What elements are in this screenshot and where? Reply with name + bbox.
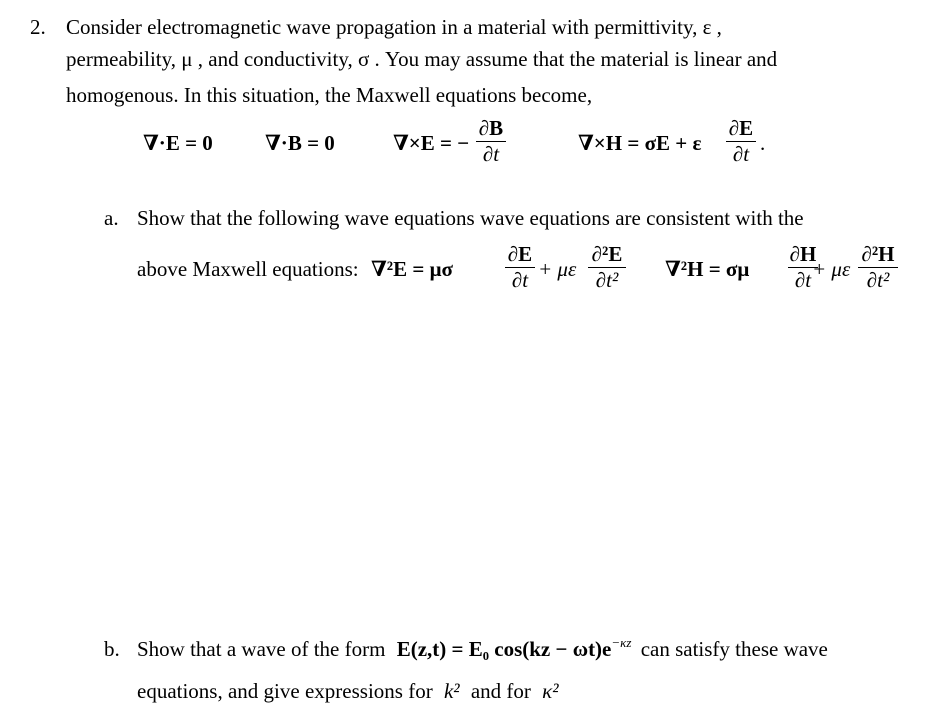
wave-e-den-2: ∂t² (595, 268, 619, 292)
part-a-line-2-prefix: above Maxwell equations: (137, 257, 359, 281)
part-a-label: a. (104, 206, 119, 230)
part-b-line-2-prefix: equations, and give expressions for (137, 679, 433, 703)
wave-form-exponent: −κz (611, 635, 632, 650)
part-b-line-1-suffix: can satisfy these wave (640, 637, 828, 661)
maxwell-eq-divergence-e: ∇·E = 0 (143, 131, 213, 155)
maxwell-eq-ampere-lhs: ∇×H = σE + ε (578, 131, 702, 155)
maxwell-eq-ampere-fraction (726, 118, 756, 165)
maxwell-eq-faraday-fraction (476, 118, 506, 165)
wave-e-num-2: ∂²E (591, 242, 623, 266)
wave-e-den-1: ∂t (511, 268, 529, 292)
part-b-line-1 (137, 635, 828, 661)
wave-eq-h-fraction-2 (858, 244, 898, 291)
maxwell-eq-faraday-lhs: ∇×E = − (393, 131, 470, 155)
ampere-denominator: ∂t (732, 142, 750, 166)
wave-eq-h-lhs: ∇²H = σμ (665, 257, 750, 281)
wave-form-expression: E(z,t) = E₀ cos(kz − ωt)e (396, 637, 612, 661)
part-a-line-1: Show that the following wave equations wave equations are consistent with the (137, 206, 804, 230)
wave-e-num-1: ∂E (507, 242, 533, 266)
wave-eq-e-mid: + με (538, 257, 577, 281)
faraday-denominator: ∂t (482, 142, 500, 166)
intro-line-2: permeability, μ , and conductivity, σ . You may assume that the material is linear and (66, 47, 778, 71)
wave-h-num-2: ∂²H (861, 242, 895, 266)
wave-eq-e-lhs: ∇²E = μσ (371, 257, 453, 281)
wave-h-den-2: ∂t² (866, 268, 890, 292)
wave-eq-e-fraction-1 (505, 244, 535, 291)
wave-eq-h-mid: + με (812, 257, 851, 281)
intro-line-3: homogenous. In this situation, the Maxwell equations become, (66, 83, 593, 107)
intro-line-1: Consider electromagnetic wave propagation in a material with permittivity, ε , (66, 15, 722, 39)
and-for-text: and for (470, 679, 531, 703)
k-squared: k² (443, 679, 460, 703)
maxwell-eq-period: . (760, 131, 766, 155)
part-b-label: b. (104, 637, 120, 661)
part-b-line-2 (137, 681, 559, 702)
maxwell-eq-divergence-b: ∇·B = 0 (265, 131, 335, 155)
wave-eq-e-fraction-2 (588, 244, 626, 291)
kappa-squared: κ² (542, 679, 559, 703)
part-b-line-1-prefix: Show that a wave of the form (137, 637, 386, 661)
ampere-numerator: ∂E (728, 116, 754, 140)
wave-h-num-1: ∂H (789, 242, 817, 266)
wave-h-den-1: ∂t (794, 268, 812, 292)
problem-number: 2. (30, 15, 46, 39)
faraday-numerator: ∂B (478, 116, 504, 140)
